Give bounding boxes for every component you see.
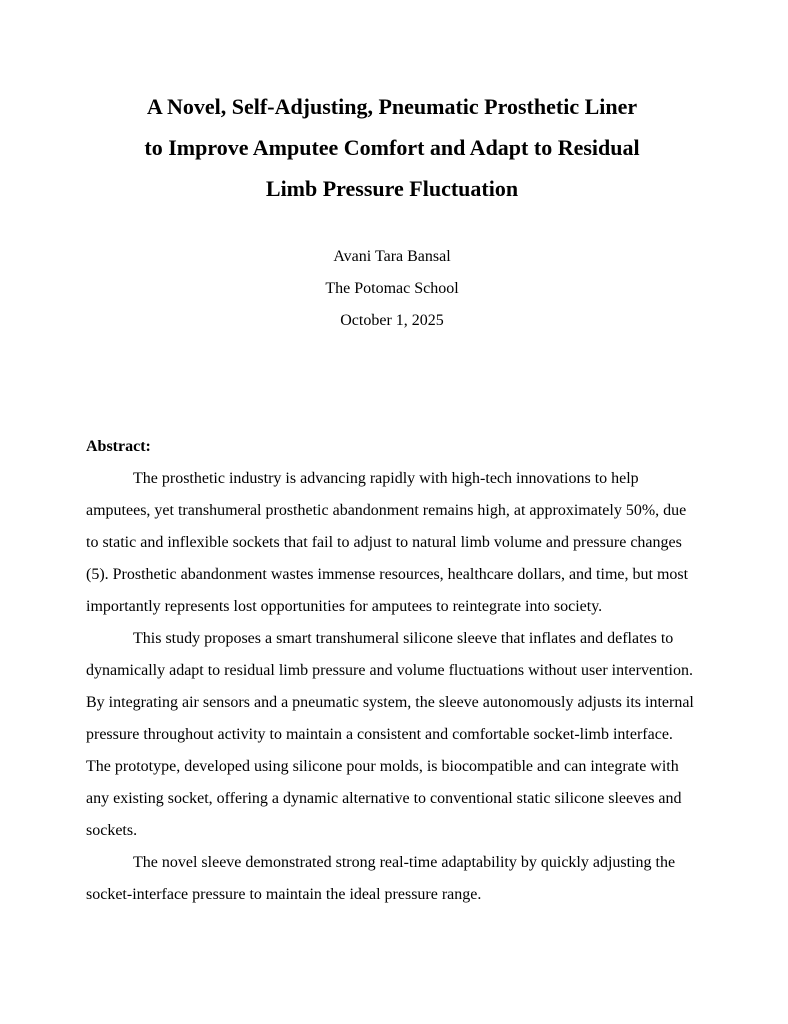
abstract-paragraph: The prosthetic industry is advancing rapidly with high-tech innovations to help amputees, yet transhumeral prosthetic abandonment remains high, at approximately 50%, due to static and inflexible sockets that fail to adjust to natural limb volume and pressure changes (5). Prosthetic abandonment wastes immense resources, healthcare dollars, and time, but most importantly represents lost opportunities for amputees to reintegrate into society. [86,470,689,615]
author-name: Avani Tara Bansal [333,248,451,265]
paper-title-line-1: A Novel, Self-Adjusting, Pneumatic Prosthetic Liner [146,94,638,119]
abstract-paragraph: The novel sleeve demonstrated strong real-time adaptability by quickly adjusting the socket-interface pressure to maintain the ideal pressure range. [86,854,676,903]
paper-title [86,0,698,209]
date: October 1, 2025 [340,312,444,329]
abstract-body [86,463,698,911]
abstract-paragraph: This study proposes a smart transhumeral silicone sleeve that inflates and deflates to dynamically adapt to residual limb pressure and volume fluctuations without user intervention. By integrating air sensors and a pneumatic system, the sleeve autonomously adjusts its internal pressure throughout activity to maintain a consistent and comfortable socket-limb interface. The prototype, developed using silicone pour molds, is biocompatible and can integrate with any existing socket, offering a dynamic alternative to conventional static silicone sleeves and sockets. [86,630,694,839]
byline [86,241,698,337]
abstract-heading: Abstract: [86,438,151,455]
affiliation: The Potomac School [325,280,459,297]
paper-title-line-3: Limb Pressure Fluctuation [265,176,519,201]
paper-title-line-2: to Improve Amputee Comfort and Adapt to Residual [144,135,640,160]
